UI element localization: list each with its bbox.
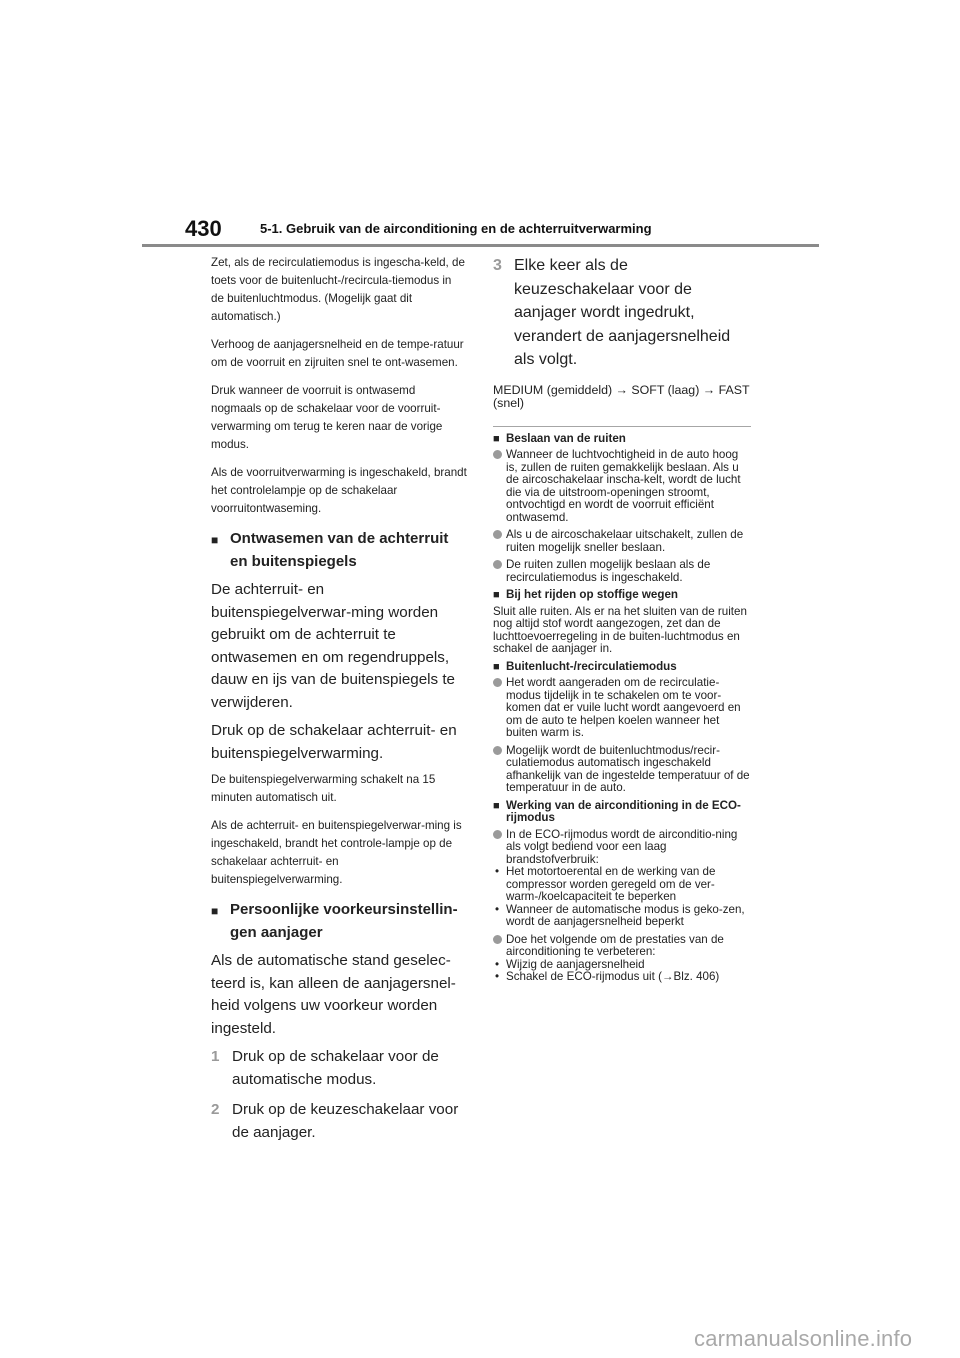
circle-bullet-icon (493, 560, 502, 569)
section-divider (493, 426, 751, 427)
circle-bullet-icon (493, 935, 502, 944)
sub-list-item (493, 904, 751, 929)
note-press-again: Druk wanneer de voorruit is ontwasemd nogmaals op de schakelaar voor de voorruit-verwarming om terug te keren naar de vorige modus. (211, 384, 443, 451)
sub-list-item-text: Wijzig de aanjagersnelheid (506, 957, 645, 971)
list-item (493, 934, 751, 959)
right-column (493, 254, 751, 989)
list-item (493, 529, 751, 554)
sub-list-item (493, 971, 751, 984)
body-dusty-roads: Sluit alle ruiten. Als er na het sluiten van de ruiten nog altijd stof wordt aangezogen, zet dan de luchttoevoerregeling in de buiten-luchtmodus en schakel de aanjager in. (493, 604, 747, 655)
square-bullet-icon: ■ (493, 799, 500, 812)
body-rear-defog: De achterruit- en buitenspiegelverwar-ming worden gebruikt om de achterruit te ontwasemen en om regendruppels, dauw en ijs van de buitenspiegels te verwijderen. (211, 581, 456, 711)
circle-bullet-icon (493, 830, 502, 839)
body-fan-preferences: Als de automatische stand geselec-teerd is, kan alleen de aanjagersnel-heid volgens uw voorkeur worden ingesteld. (211, 952, 456, 1037)
sub-list (493, 866, 751, 929)
step-text: Elke keer als de keuzeschakelaar voor de aanjager wordt ingedrukt, verandert de aanjagersnelheid als volgt. (514, 257, 731, 368)
watermark: carmanualsonline.info (694, 1326, 913, 1351)
square-bullet-icon: ■ (211, 904, 219, 918)
list-item (493, 449, 751, 524)
note-mirror-timer: De buitenspiegelverwarming schakelt na 15 minuten automatisch uit. (211, 773, 436, 804)
step-number: 1 (211, 1048, 220, 1065)
heading-eco-mode-text: Werking van de airconditioning in de ECO-rijmodus (506, 798, 741, 824)
dot-marker-icon: • (495, 865, 500, 878)
fan-speed-sequence: MEDIUM (gemiddeld) → SOFT (laag) → FAST (snel) (493, 382, 750, 410)
left-column (211, 254, 467, 1152)
step-text: Druk op de schakelaar voor de automatische modus. (232, 1048, 439, 1088)
body-press-switch: Druk op de schakelaar achterruit- en buitenspiegelverwarming. (211, 722, 457, 762)
circle-bullet-icon (493, 678, 502, 687)
heading-rear-defog (211, 528, 467, 573)
heading-eco-mode (493, 800, 751, 825)
step-1 (211, 1046, 467, 1091)
sub-list-item (493, 866, 751, 904)
heading-fan-preferences (211, 899, 467, 944)
heading-fogging (493, 433, 751, 446)
list-item (493, 745, 751, 795)
note-recirculation: Zet, als de recirculatiemodus is ingescha-keld, de toets voor de buitenlucht-/recircula-tiemodus in de buitenluchtmodus. (Mogelijk gaat dit automatisch.) (211, 256, 465, 323)
header-divider (142, 244, 819, 247)
note-increase-fan: Verhoog de aanjagersnelheid en de tempe-ratuur om de voorruit en zijruiten snel te ont-wasemen. (211, 338, 464, 369)
dot-marker-icon: • (495, 970, 500, 983)
dot-marker-icon: • (495, 902, 500, 916)
square-bullet-icon: ■ (211, 533, 219, 547)
sub-list-item-text: Wanneer de automatische modus is geko-zen, wordt de aanjagersnelheid beperkt (506, 902, 745, 928)
step-2 (211, 1099, 467, 1144)
step-number: 3 (493, 257, 502, 274)
list-item (493, 677, 751, 740)
square-bullet-icon: ■ (493, 432, 500, 445)
note-rear-indicator: Als de achterruit- en buitenspiegelverwar-ming is ingeschakeld, brandt het controle-lampje op de schakelaar achterruit- en buitenspiegelverwarming. (211, 819, 462, 886)
square-bullet-icon: ■ (493, 589, 500, 601)
list-item-text: Mogelijk wordt de buitenluchtmodus/recir-culatiemodus automatisch ingeschakeld afhankelijk van de ingestelde temperatuur of de temperatuur in de auto. (506, 743, 750, 794)
list-item-text: Het wordt aangeraden om de recirculatie-modus tijdelijk in te schakelen om te voor-komen dat er vuile lucht wordt aangevoerd en om de auto te helpen koelen wanneer het buiten warm is. (506, 676, 741, 739)
page-header (142, 212, 819, 248)
heading-fogging-text: Beslaan van de ruiten (506, 431, 626, 445)
list-item-text: Als u de aircoschakelaar uitschakelt, zullen de ruiten mogelijk sneller beslaan. (506, 528, 744, 554)
list-item (493, 559, 751, 584)
chapter-title: 5-1. Gebruik van de airconditioning en de achterruitverwarming (260, 221, 652, 236)
list-item-text: Wanneer de luchtvochtigheid in de auto hoog is, zullen de ruiten gemakkelijk beslaan. Als u de aircoschakelaar inscha-kelt, wordt de lucht die via de uitstroom-openingen stroomt, ontvochtigd en wordt de voorruit efficiënt ontwasemd. (506, 448, 741, 524)
sub-list-item-text: Schakel de ECO-rijmodus uit (→Blz. 406) (506, 970, 720, 983)
step-3 (493, 254, 751, 372)
circle-bullet-icon (493, 530, 502, 539)
heading-air-mode-text: Buitenlucht-/recirculatiemodus (506, 659, 677, 673)
sub-list (493, 959, 751, 984)
heading-rear-defog-text: Ontwasemen van de achterruit en buitenspiegels (230, 530, 449, 570)
list-item (493, 829, 751, 867)
list-item-text: De ruiten zullen mogelijk beslaan als de recirculatiemodus is ingeschakeld. (506, 558, 711, 584)
list-item-text: In de ECO-rijmodus wordt de airconditio-ning als volgt bediend voor een laag brandstofverbruik: (506, 827, 738, 866)
circle-bullet-icon (493, 746, 502, 755)
list-item-text: Doe het volgende om de prestaties van de airconditioning te verbeteren: (506, 932, 724, 958)
circle-bullet-icon (493, 450, 502, 459)
step-text: Druk op de keuzeschakelaar voor de aanjager. (232, 1101, 459, 1141)
heading-fan-preferences-text: Persoonlijke voorkeursinstellin-gen aanjager (230, 901, 458, 941)
heading-dusty-roads-text: Bij het rijden op stoffige wegen (506, 588, 678, 601)
page-number: 430 (185, 216, 222, 241)
heading-dusty-roads (493, 589, 751, 602)
sub-list-item-text: Het motortoerental en de werking van de compressor worden geregeld om de ver-warm-/koelcapaciteit te beperken (506, 865, 716, 903)
heading-air-mode (493, 661, 751, 674)
square-bullet-icon: ■ (493, 660, 500, 673)
note-indicator: Als de voorruitverwarming is ingeschakeld, brandt het controlelampje op de schakelaar voorruitontwaseming. (211, 466, 467, 515)
step-number: 2 (211, 1101, 220, 1118)
dot-marker-icon: • (495, 957, 500, 971)
